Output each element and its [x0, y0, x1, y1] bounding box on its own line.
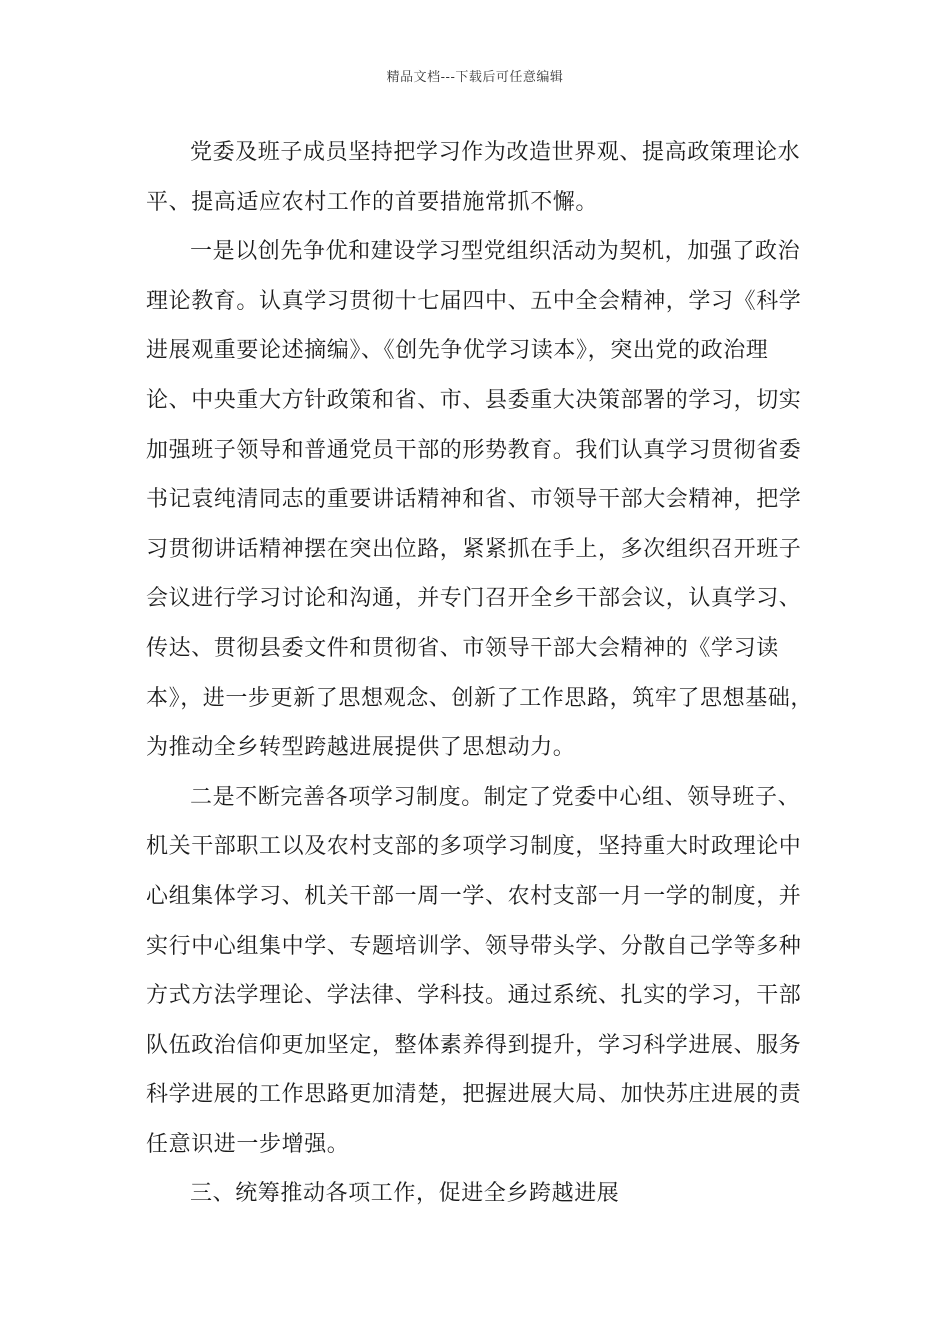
text-line: 本》，进一步更新了思想观念、创新了工作思路，筑牢了思想基础，	[146, 685, 814, 711]
text-line: 心组集体学习、机关干部一周一学、农村支部一月一学的制度，并	[146, 883, 802, 909]
text-line: 机关干部职工以及农村支部的多项学习制度，坚持重大时政理论中	[146, 834, 802, 860]
text-line: 加强班子领导和普通党员干部的形势教育。我们认真学习贯彻省委	[146, 437, 802, 463]
text-line: 书记袁纯清同志的重要讲话精神和省、市领导干部大会精神，把学	[146, 487, 802, 513]
text-line: 方式方法学理论、学法律、学科技。通过系统、扎实的学习，干部	[146, 983, 802, 1009]
text-line: 队伍政治信仰更加坚定，整体素养得到提升，学习科学进展、服务	[146, 1032, 802, 1058]
text-line: 平、提高适应农村工作的首要措施常抓不懈。	[146, 189, 599, 215]
text-line: 理论教育。认真学习贯彻十七届四中、五中全会精神，学习《科学	[146, 288, 802, 314]
text-line: 为推动全乡转型跨越进展提供了思想动力。	[146, 735, 576, 761]
text-line: 二是不断完善各项学习制度。制定了党委中心组、领导班子、	[190, 784, 801, 810]
text-line: 进展观重要论述摘编》、《创先争优学习读本》，突出党的政治理	[146, 338, 769, 364]
text-line: 传达、贯彻县委文件和贯彻省、市领导干部大会精神的《学习读	[146, 635, 779, 661]
page-header: 精品文档---下载后可任意编辑	[386, 70, 564, 85]
text-line: 论、中央重大方针政策和省、市、县委重大决策部署的学习，切实	[146, 387, 802, 413]
text-line: 实行中心组集中学、专题培训学、领导带头学、分散自己学等多种	[146, 933, 802, 959]
text-line: 任意识进一步增强。	[146, 1131, 350, 1157]
text-line: 科学进展的工作思路更加清楚，把握进展大局、加快苏庄进展的责	[146, 1082, 802, 1108]
text-line: 三、统筹推动各项工作，促进全乡跨越进展	[190, 1181, 620, 1207]
text-line: 党委及班子成员坚持把学习作为改造世界观、提高政策理论水	[190, 140, 801, 165]
text-line: 习贯彻讲话精神摆在突出位路，紧紧抓在手上，多次组织召开班子	[146, 536, 802, 562]
text-line: 一是以创先争优和建设学习型党组织活动为契机，加强了政治	[190, 239, 801, 265]
document-body	[146, 128, 826, 1219]
text-line: 会议进行学习讨论和沟通，并专门召开全乡干部会议，认真学习、	[146, 586, 802, 612]
